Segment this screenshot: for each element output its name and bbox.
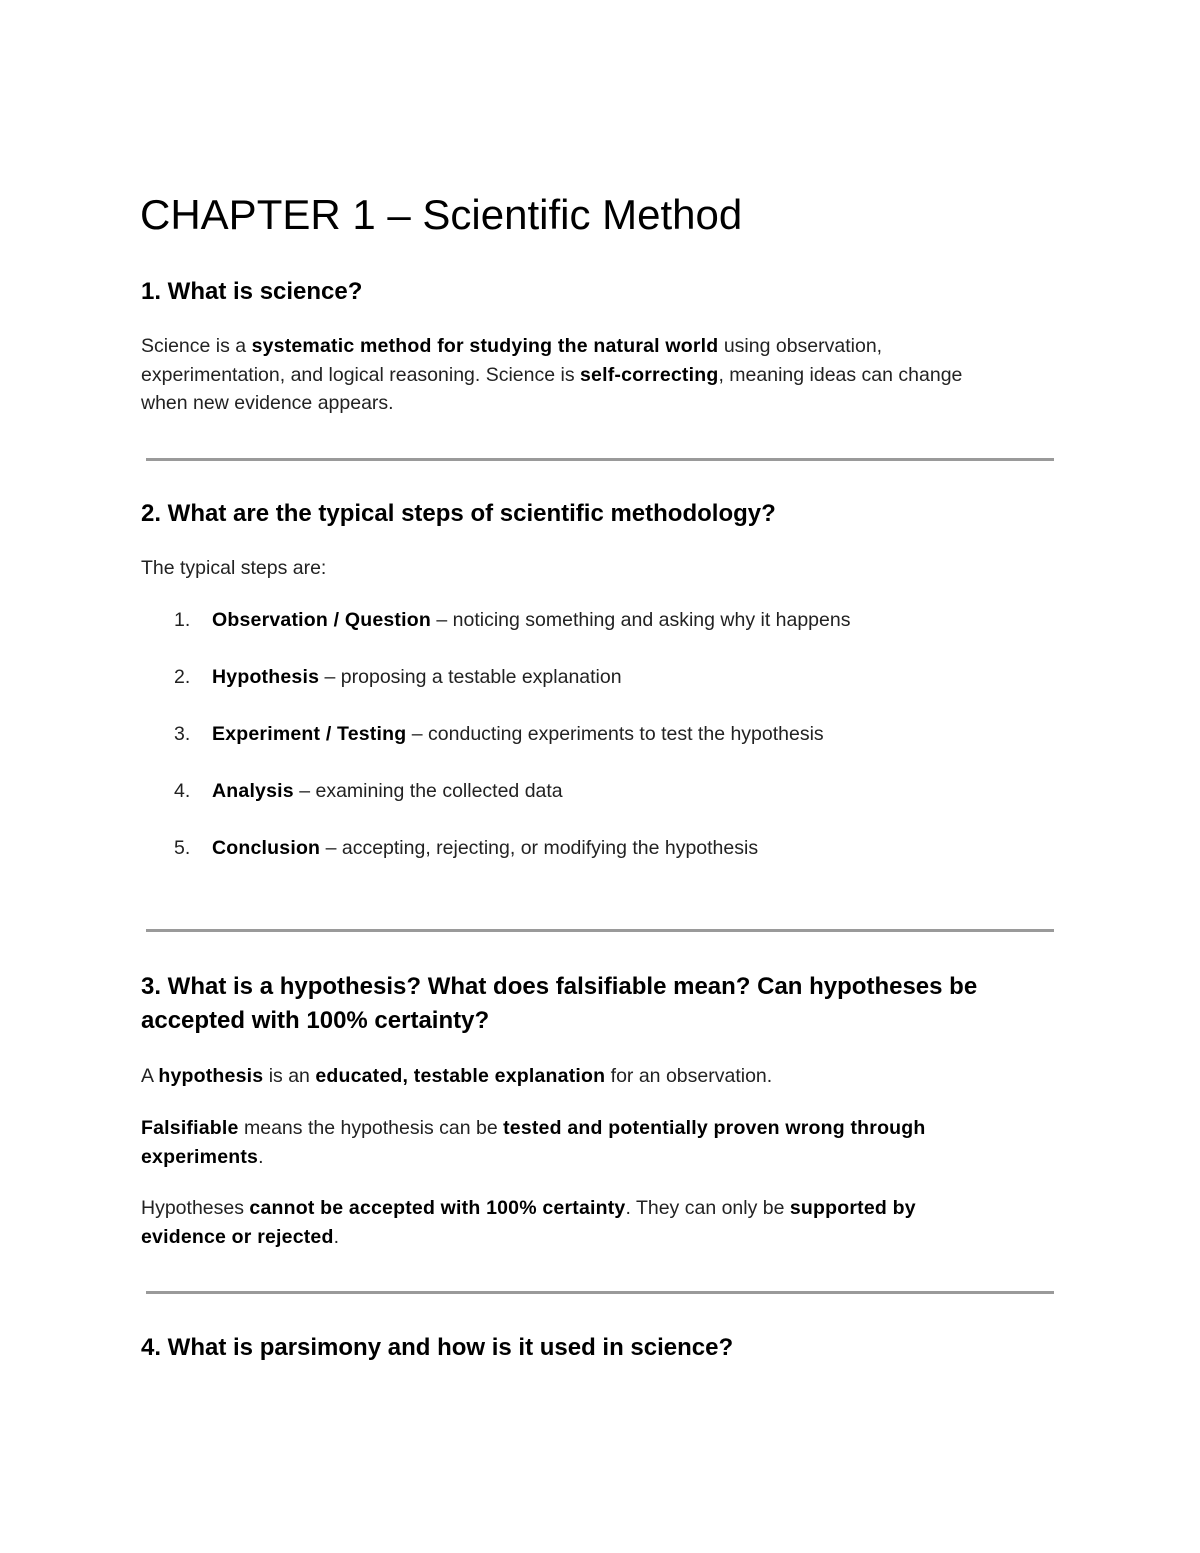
section-1-heading: 1. What is science? xyxy=(141,278,363,305)
paragraph-line: A hypothesis is an educated, testable explanation for an observation. xyxy=(141,1065,773,1087)
heading-line: 3. What is a hypothesis? What does falsifiable mean? Can hypotheses be xyxy=(141,973,978,1000)
step-item: 3. Experiment / Testing – conducting experiments to test the hypothesis xyxy=(174,723,824,745)
paragraph-line: experimentation, and logical reasoning. Science is self-correcting, meaning ideas can change xyxy=(141,363,963,386)
paragraph-line: when new evidence appears. xyxy=(141,392,394,414)
horizontal-divider xyxy=(146,929,1054,932)
section-3-heading xyxy=(141,970,977,1038)
step-item: 5. Conclusion – accepting, rejecting, or modifying the hypothesis xyxy=(174,837,759,859)
paragraph-line: Hypotheses cannot be accepted with 100% certainty. They can only be supported by xyxy=(141,1197,916,1219)
paragraph-line: experiments. xyxy=(141,1145,264,1168)
paragraph-line: evidence or rejected. xyxy=(141,1225,340,1248)
section-2-intro: The typical steps are: xyxy=(141,557,327,579)
paragraph-line: Science is a systematic method for studying the natural world using observation, xyxy=(141,335,883,357)
section-4-heading: 4. What is parsimony and how is it used in science? xyxy=(141,1334,734,1361)
section-2-heading: 2. What are the typical steps of scientific methodology? xyxy=(141,500,776,527)
section-3-paragraph xyxy=(141,1194,916,1251)
horizontal-divider xyxy=(146,1291,1054,1294)
section-3-paragraph xyxy=(141,1114,926,1171)
horizontal-divider xyxy=(146,458,1054,461)
section-1-paragraph xyxy=(141,332,962,418)
heading-line: accepted with 100% certainty? xyxy=(141,1007,490,1034)
step-item: 4. Analysis – examining the collected data xyxy=(174,780,563,802)
chapter-title: CHAPTER 1 – Scientific Method xyxy=(140,191,743,238)
step-item: 2. Hypothesis – proposing a testable explanation xyxy=(174,666,622,688)
section-3-paragraph xyxy=(141,1062,772,1091)
step-item: 1. Observation / Question – noticing something and asking why it happens xyxy=(174,609,851,631)
paragraph-line: Falsifiable means the hypothesis can be tested and potentially proven wrong through xyxy=(141,1117,926,1139)
